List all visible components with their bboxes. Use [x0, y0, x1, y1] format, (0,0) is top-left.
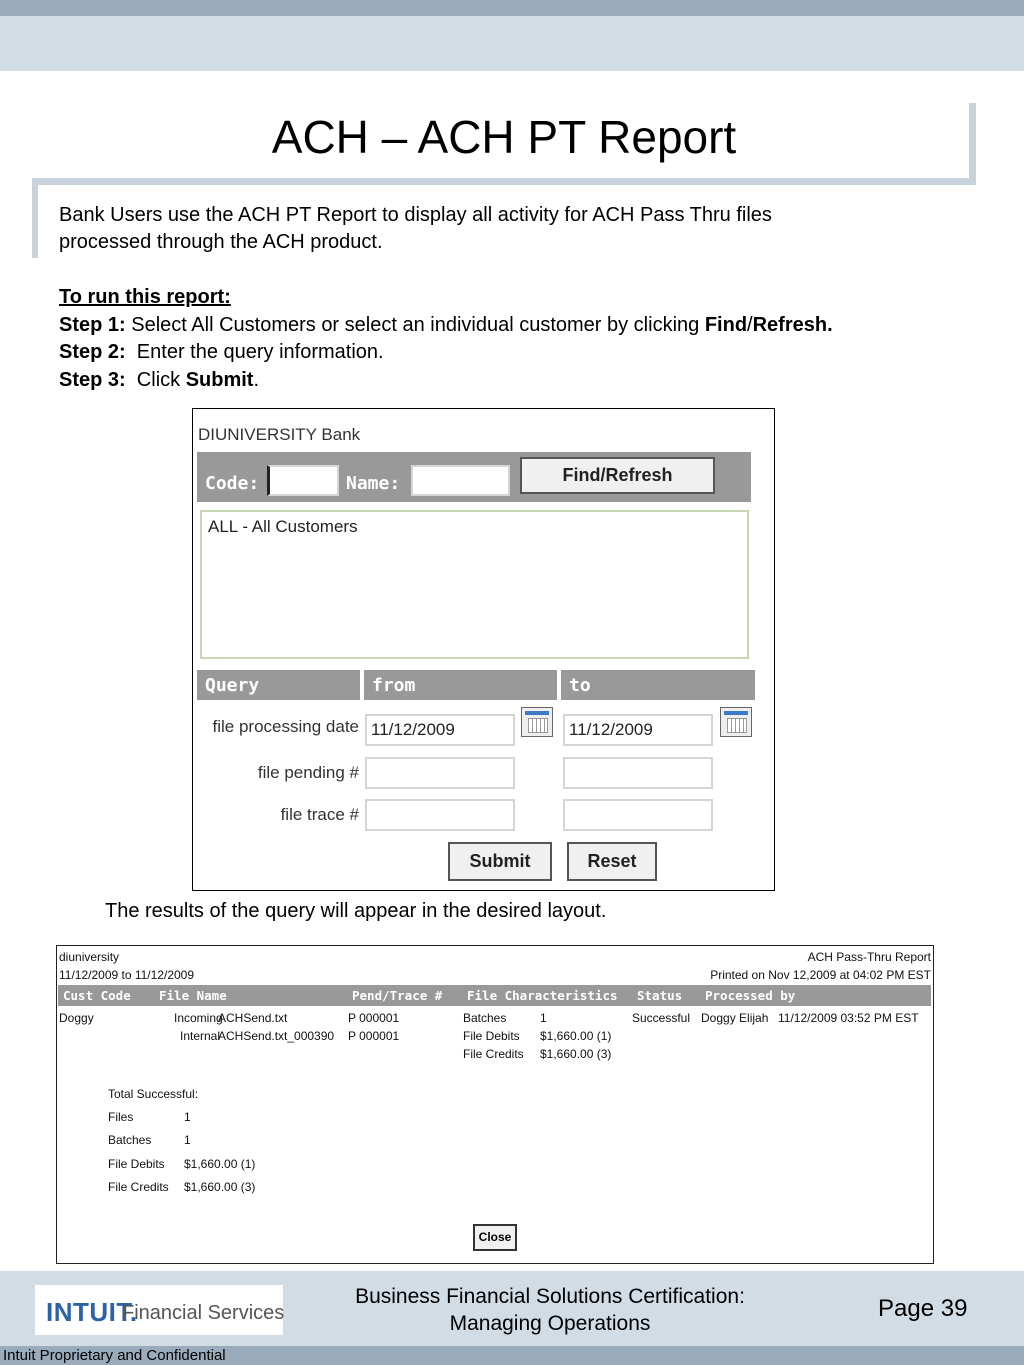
file-trace-from-input[interactable]	[365, 799, 515, 831]
cell-file-name-1: ACHSend.txt	[218, 1011, 288, 1025]
cell-char-label-2: File Debits	[463, 1029, 520, 1043]
page-number: Page 39	[878, 1295, 968, 1322]
step-1-slash: /	[747, 313, 753, 336]
name-label: Name:	[346, 473, 401, 494]
total-value-batches: 1	[184, 1133, 191, 1147]
code-label: Code:	[205, 473, 260, 494]
step-2	[59, 339, 979, 367]
find-refresh-button[interactable]: Find/Refresh	[520, 457, 715, 494]
step-3-text: Click	[125, 368, 186, 391]
cell-status: Successful	[632, 1011, 691, 1025]
col-status: Status	[637, 988, 683, 1003]
list-item[interactable]: ALL - All Customers	[208, 517, 358, 536]
report-name: ACH Pass-Thru Report	[807, 950, 931, 964]
processing-date-from-input[interactable]: 11/12/2009	[365, 714, 515, 746]
step-1	[59, 312, 979, 340]
cell-char-value-3: $1,660.00 (3)	[540, 1047, 612, 1061]
step-1-label: Step 1:	[59, 313, 126, 336]
results-note: The results of the query will appear in the desired layout.	[105, 900, 607, 922]
intro-line-1: Bank Users use the ACH PT Report to display all activity for ACH Pass Thru files	[59, 204, 772, 226]
col-processed-by: Processed by	[705, 988, 796, 1003]
step-1-find: Find	[704, 313, 748, 336]
footer-line-1: Business Financial Solutions Certification:	[355, 1285, 745, 1308]
code-input[interactable]	[267, 465, 339, 496]
header-band	[0, 16, 1024, 71]
cell-char-value-1: 1	[540, 1011, 547, 1025]
calendar-to-icon[interactable]	[720, 707, 752, 737]
totals-heading: Total Successful:	[108, 1087, 199, 1101]
step-3-end: .	[253, 368, 260, 391]
col-cust-code: Cust Code	[63, 988, 131, 1003]
footer-line-2: Managing Operations	[449, 1312, 651, 1335]
cell-char-label-3: File Credits	[463, 1047, 524, 1061]
footer-course-title	[310, 1283, 790, 1337]
file-pending-from-input[interactable]	[365, 757, 515, 789]
title-frame-left	[32, 178, 38, 258]
step-2-text: Enter the query information.	[125, 341, 384, 363]
report-date-range: 11/12/2009 to 11/12/2009	[59, 968, 195, 982]
cell-processed-by: Doggy Elijah	[701, 1011, 769, 1025]
processing-date-to-input[interactable]: 11/12/2009	[563, 714, 713, 746]
total-label-files: Files	[108, 1110, 134, 1124]
file-pending-label: file pending #	[257, 763, 359, 782]
report-org: diuniversity	[59, 950, 120, 964]
logo-subtitle: Financial Services	[122, 1302, 285, 1324]
logo-brand: INTUIT.	[46, 1297, 138, 1327]
cell-pend-2: P 000001	[348, 1029, 400, 1043]
slide-title: ACH – ACH PT Report	[271, 111, 737, 163]
total-label-credits: File Credits	[108, 1180, 169, 1194]
step-1-refresh: Refresh.	[752, 313, 833, 336]
cell-char-label-1: Batches	[463, 1011, 507, 1025]
steps-list	[59, 284, 979, 394]
total-value-files: 1	[184, 1110, 191, 1124]
close-button[interactable]: Close	[473, 1224, 517, 1251]
cell-pend-1: P 000001	[348, 1011, 400, 1025]
top-band	[0, 0, 1024, 16]
name-input[interactable]	[411, 465, 510, 496]
intro-text	[59, 202, 919, 256]
col-file-characteristics: File Characteristics	[467, 988, 618, 1003]
cell-file-type-2: Internal	[180, 1029, 221, 1043]
step-2-label: Step 2:	[59, 341, 126, 363]
customer-listbox[interactable]	[200, 510, 749, 659]
step-3-label: Step 3:	[59, 368, 126, 391]
cell-cust-code: Doggy	[59, 1011, 94, 1025]
submit-button[interactable]: Submit	[448, 842, 552, 881]
step-3	[59, 367, 979, 395]
bank-name: DIUNIVERSITY Bank	[198, 425, 361, 444]
total-value-credits: $1,660.00 (3)	[184, 1180, 256, 1194]
intro-line-2: processed through the ACH product.	[59, 231, 383, 253]
col-pend-trace: Pend/Trace #	[352, 988, 443, 1003]
to-header: to	[561, 670, 755, 700]
total-label-batches: Batches	[108, 1133, 152, 1147]
total-value-debits: $1,660.00 (1)	[184, 1157, 256, 1171]
steps-heading: To run this report:	[59, 286, 231, 308]
file-pending-to-input[interactable]	[563, 757, 713, 789]
query-header: Query	[197, 670, 360, 700]
from-header: from	[364, 670, 557, 700]
confidential-notice: Intuit Proprietary and Confidential	[3, 1347, 226, 1364]
reset-button[interactable]: Reset	[567, 842, 657, 881]
file-trace-to-input[interactable]	[563, 799, 713, 831]
step-1-text: Select All Customers or select an individual customer by clicking	[125, 313, 705, 336]
col-file-name: File Name	[159, 988, 227, 1003]
cell-processed-at: 11/12/2009 03:52 PM EST	[778, 1011, 919, 1025]
cell-char-value-2: $1,660.00 (1)	[540, 1029, 612, 1043]
file-trace-label: file trace #	[280, 805, 359, 824]
report-printed-on: Printed on Nov 12,2009 at 04:02 PM EST	[710, 968, 931, 982]
step-3-submit: Submit	[185, 368, 254, 391]
total-label-debits: File Debits	[108, 1157, 165, 1171]
calendar-from-icon[interactable]	[521, 707, 553, 737]
cell-file-type-1: Incoming	[174, 1011, 223, 1025]
title-frame-bottom	[32, 178, 976, 185]
file-processing-date-label: file processing date	[212, 717, 359, 736]
cell-file-name-2: ACHSend.txt_000390	[218, 1029, 335, 1043]
